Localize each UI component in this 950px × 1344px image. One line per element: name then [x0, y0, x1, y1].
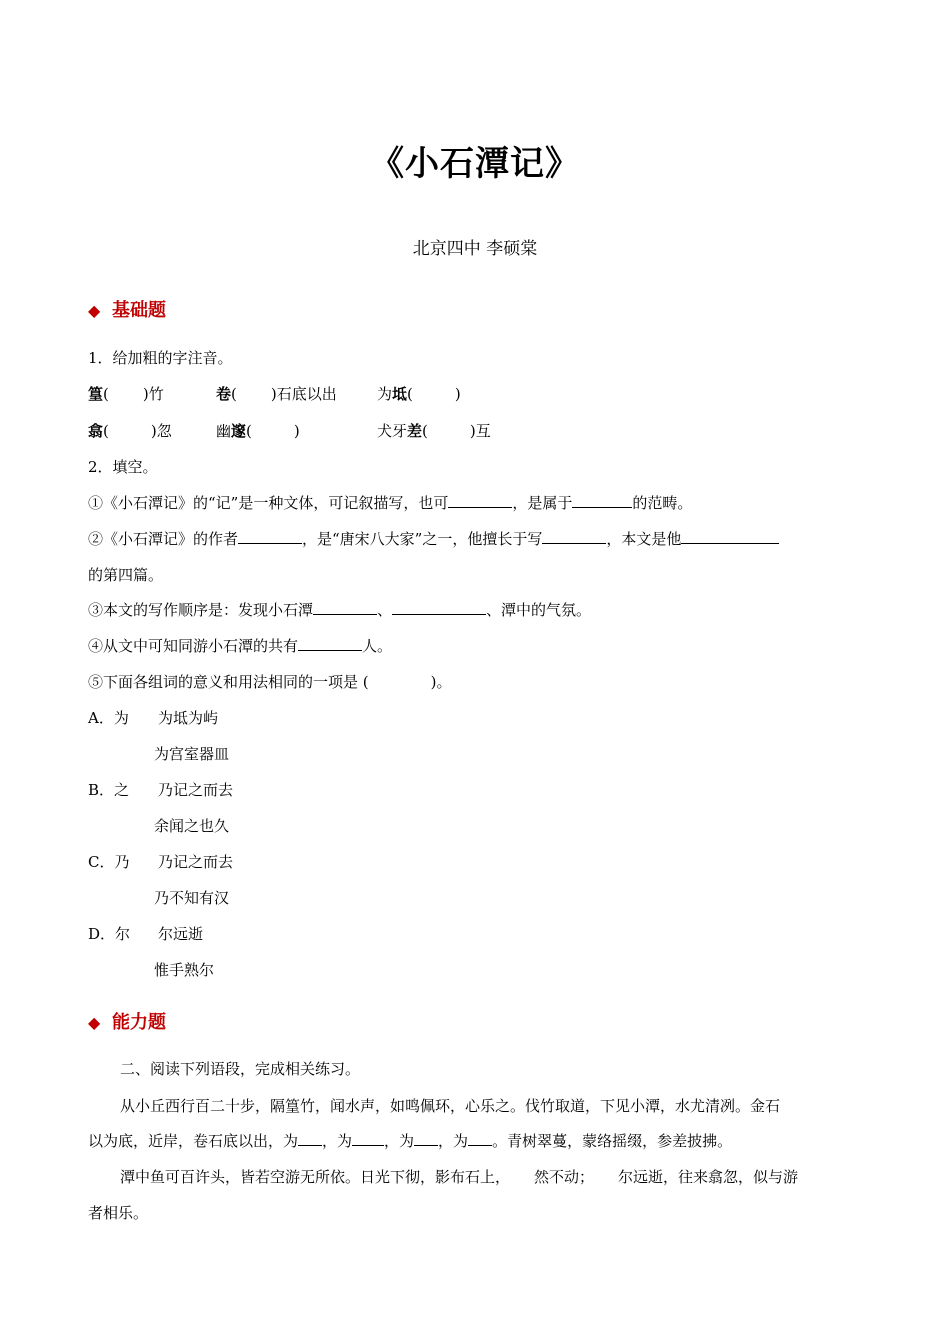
section-basic-heading	[88, 296, 166, 322]
option-c-label: C．乃	[88, 853, 130, 871]
answer-blank[interactable]	[681, 529, 779, 544]
q1-item-6: 犬牙差( )互	[377, 422, 491, 440]
passage-2-line-1: 潭中鱼可百许头，皆若空游无所依。日光下彻，影布石上， 然不动； 尔远逝，往来翕忽，似与游	[120, 1168, 799, 1186]
option-a-label: A．为	[88, 709, 129, 727]
answer-blank[interactable]	[298, 1131, 322, 1146]
q1-prompt: 1．给加粗的字注音。	[88, 349, 233, 367]
passage-2-line-2: 者相乐。	[88, 1204, 149, 1222]
answer-blank[interactable]	[572, 493, 632, 508]
q2-prompt: 2．填空。	[88, 458, 158, 476]
answer-blank[interactable]	[542, 529, 606, 544]
answer-blank[interactable]	[238, 529, 302, 544]
answer-blank[interactable]	[448, 493, 512, 508]
section-basic-label: 基础题	[112, 300, 166, 321]
option-b-line-1: 乃记之而去	[158, 781, 234, 799]
option-c-line-1: 乃记之而去	[158, 853, 234, 871]
q2-sentence-5: ⑤下面各组词的意义和用法相同的一项是 ( )。	[88, 673, 452, 691]
option-c-line-2: 乃不知有汉	[154, 889, 230, 907]
option-b-label: B．之	[88, 781, 130, 799]
document-title: 《小石潭记》	[370, 144, 580, 184]
answer-blank[interactable]	[468, 1131, 492, 1146]
q1-item-5: 幽邃( )	[216, 422, 300, 440]
option-a-line-2: 为宫室器皿	[154, 745, 230, 763]
option-d-line-1: 尔远逝	[158, 925, 204, 943]
q2-sentence-2-cont: 的第四篇。	[88, 566, 164, 584]
q2-sentence-4: ④从文中可知同游小石潭的共有 人。	[88, 637, 393, 655]
diamond-icon: ◆	[88, 1013, 101, 1032]
q2-sentence-1: ①《小石潭记》的“记”是一种文体，可记叙描写，也可 ，是属于 的范畴。	[88, 494, 693, 512]
answer-blank[interactable]	[298, 636, 362, 651]
option-d-line-2: 惟手熟尔	[154, 961, 215, 979]
diamond-icon: ◆	[88, 301, 101, 320]
option-a-line-1: 为坻为屿	[158, 709, 219, 727]
q2-sentence-2: ②《小石潭记》的作者 ，是“唐宋八大家”之一，他擅长于写 ，本文是他	[88, 529, 779, 549]
passage-1-line-1: 从小丘西行百二十步，隔篁竹，闻水声，如鸣佩环，心乐之。伐竹取道，下见小潭，水尤清冽。金石	[120, 1097, 781, 1115]
passage-1-line-2: 以为底，近岸，卷石底以出，为 ，为 ，为 ，为 。青树翠蔓，蒙络摇缀，参差披拂。	[88, 1132, 733, 1150]
answer-blank[interactable]	[392, 600, 486, 615]
document-author: 北京四中 李硕棠	[412, 239, 538, 259]
reading-intro: 二、阅读下列语段，完成相关练习。	[120, 1060, 361, 1078]
q1-item-4: 翕( )忽	[88, 422, 172, 440]
answer-blank[interactable]	[414, 1131, 438, 1146]
section-ability-heading	[88, 1008, 166, 1034]
answer-blank[interactable]	[313, 600, 377, 615]
option-b-line-2: 余闻之也久	[154, 817, 230, 835]
q1-item-2: 卷( )石底以出	[216, 385, 337, 403]
q1-item-3: 为坻( )	[377, 385, 461, 403]
q2-sentence-3: ③本文的写作顺序是：发现小石潭 、 、潭中的气氛。	[88, 601, 592, 619]
answer-blank[interactable]	[352, 1131, 384, 1146]
option-d-label: D．尔	[88, 925, 131, 943]
q1-item-1: 篁( )竹	[88, 385, 164, 403]
section-ability-label: 能力题	[112, 1012, 166, 1033]
